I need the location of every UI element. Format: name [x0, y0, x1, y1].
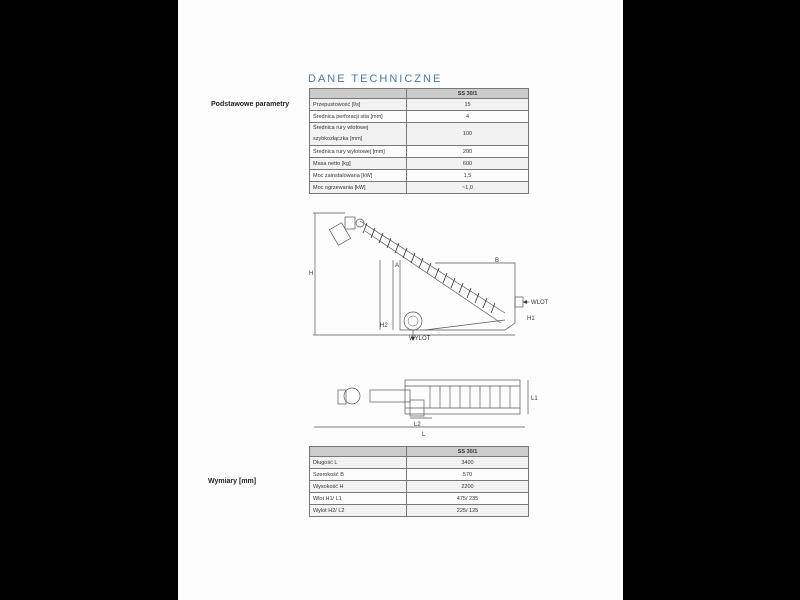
table-row: Wylot H2/ L2 225/ 125	[310, 505, 529, 517]
table-row: Średnica perforacji sita [mm] 4	[310, 111, 529, 123]
dim-l2-label: L2	[414, 422, 421, 428]
side-view-drawing	[305, 205, 549, 345]
dim-h-label: H	[309, 271, 314, 277]
dim-a-label: A	[395, 263, 400, 269]
wylot-label: WYLOT	[409, 336, 431, 342]
page-title: DANE TECHNICZNE	[308, 73, 443, 85]
dim-h1-label: H1	[527, 316, 535, 322]
section-dims-label: Wymiary [mm]	[208, 478, 257, 485]
spec-table-header: SS 30/1	[407, 89, 529, 99]
table-row: Moc ogrzewania [kW] ~1,0	[310, 182, 529, 194]
table-row: Wysokość H 2200	[310, 481, 529, 493]
section-basic-label: Podstawowe parametry	[211, 101, 290, 108]
top-screw-flights	[430, 386, 510, 408]
table-row: Wlot H1/ L1 475/ 235	[310, 493, 529, 505]
table-row: Średnica rury wlotowej szybkozłączka [mm] 100	[310, 123, 529, 146]
table-row: Moc zainstalowana [kW] 1,5	[310, 170, 529, 182]
dim-table-header: SS 30/1	[407, 447, 529, 457]
table-row: Długość L 3400	[310, 457, 529, 469]
top-view-drawing	[310, 372, 545, 442]
dim-l1-label: L1	[531, 396, 538, 402]
table-row: Masa netto [kg] 600	[310, 158, 529, 170]
dimensions-table	[309, 446, 529, 517]
dim-b-label: B	[495, 258, 500, 264]
table-row: Średnica rury wylotowej [mm] 200	[310, 146, 529, 158]
dim-l-label: L	[422, 432, 426, 438]
table-row: Szerokość B 570	[310, 469, 529, 481]
inlet-pipe	[515, 297, 523, 307]
outlet-pipe	[404, 312, 422, 330]
wlot-label: WLOT	[531, 300, 549, 306]
table-row: Przepustowość [l/s] 15	[310, 99, 529, 111]
dim-h2-label: H2	[380, 323, 388, 329]
screw-flights	[363, 223, 495, 313]
spec-table	[309, 88, 529, 194]
